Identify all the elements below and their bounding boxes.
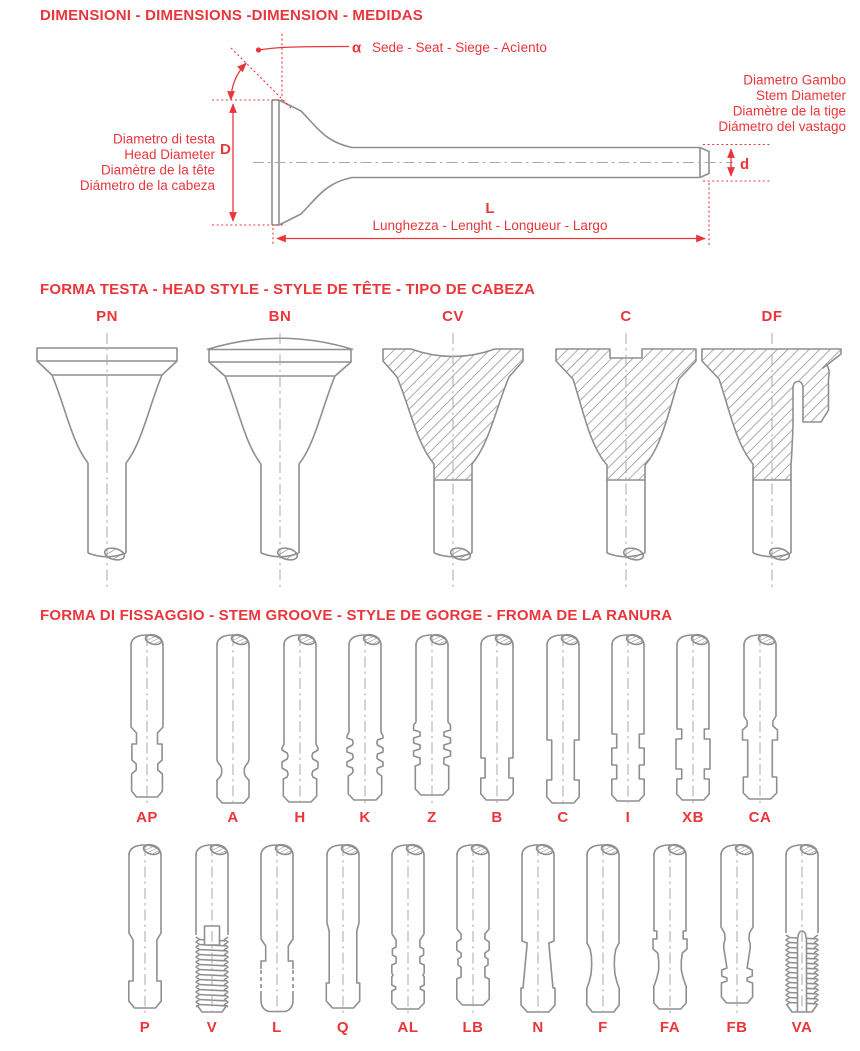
valve-stem-drawing	[774, 842, 830, 1018]
valve-stem-drawing	[117, 842, 173, 1018]
stem-groove-Q	[315, 842, 371, 1036]
stem-groove-label: FB	[726, 1019, 748, 1036]
stem-groove-VA	[774, 842, 830, 1036]
head-diameter-label-line: Diametro di testa	[112, 131, 215, 147]
stem-diameter-symbol: d	[740, 156, 750, 173]
stem-groove-label: N	[532, 1019, 544, 1036]
stem-groove-label: VA	[791, 1019, 813, 1036]
head-style-label: DF	[761, 308, 783, 325]
stem-groove-V	[184, 842, 240, 1036]
stem-groove-label: I	[625, 809, 631, 826]
stem-groove-LB	[445, 842, 501, 1036]
valve-stem-drawing	[575, 842, 631, 1018]
seat-label: Sede - Seat - Siege - Acìento	[372, 40, 547, 55]
stem-groove-F	[575, 842, 631, 1036]
stem-groove-label: AP	[136, 809, 158, 826]
stem-diameter-label-line: Stem Diameter	[755, 88, 846, 103]
dimensions-title: DIMENSIONI - DIMENSIONS -DIMENSION - MEDIDAS	[40, 7, 423, 24]
stem-groove-P	[117, 842, 173, 1036]
stem-groove-label: H	[294, 809, 306, 826]
stem-groove-label: L	[272, 1019, 282, 1036]
stem-diameter-label-line: Diametro Gambo	[743, 72, 846, 88]
valve-stem-drawing	[315, 842, 371, 1018]
stem-groove-label: CA	[748, 809, 772, 826]
stem-groove-label: A	[227, 809, 239, 826]
stem-groove-label: B	[491, 809, 503, 826]
valve-stem-drawing	[709, 842, 765, 1018]
stem-diameter-label-line: Diamètre de la tige	[732, 103, 846, 119]
stem-groove-label: XB	[682, 809, 704, 826]
head-style-label: CV	[442, 308, 464, 325]
stem-groove-FA	[642, 842, 698, 1036]
head-diameter-symbol: D	[220, 141, 231, 158]
stem-groove-N	[510, 842, 566, 1036]
stem-groove-label: C	[557, 809, 569, 826]
head-style-title: FORMA TESTA - HEAD STYLE - STYLE DE TÊTE - TIPO DE CABEZA	[40, 281, 536, 298]
stem-groove-AL	[380, 842, 436, 1036]
stem-groove-label: Z	[427, 809, 437, 826]
stem-groove-label: Q	[336, 1019, 350, 1036]
head-diameter-label-line: Diamètre de la tête	[100, 162, 215, 178]
valve-stem-drawing	[510, 842, 566, 1018]
valve-stem-drawing	[249, 842, 305, 1018]
head-style-label: BN	[268, 308, 292, 325]
head-diameter-label-line: Head Diameter	[124, 147, 215, 162]
head-style-label: C	[620, 308, 632, 325]
stem-groove-L	[249, 842, 305, 1036]
stem-diameter-label-line: Diámetro del vastago	[718, 119, 846, 134]
stem-groove-FB	[709, 842, 765, 1036]
stem-groove-label: AL	[397, 1019, 419, 1036]
stem-groove-label: K	[359, 809, 371, 826]
stem-groove-label: P	[139, 1019, 151, 1036]
valve-stem-drawing	[642, 842, 698, 1018]
length-label: Lunghezza - Lenght - Longueur - Largo	[372, 218, 608, 233]
stem-groove-label: V	[206, 1019, 218, 1036]
stem-groove-label: FA	[659, 1019, 681, 1036]
valve-stem-drawing	[184, 842, 240, 1018]
stem-groove-title: FORMA DI FISSAGGIO - STEM GROOVE - STYLE DE GORGE - FROMA DE LA RANURA	[40, 607, 673, 624]
stem-groove-label: LB	[462, 1019, 484, 1036]
head-diameter-label-line: Diámetro de la cabeza	[79, 178, 215, 193]
valve-stem-drawing	[380, 842, 436, 1018]
head-style-label: PN	[96, 308, 118, 325]
alpha-symbol: α	[352, 39, 362, 57]
length-symbol: L	[485, 200, 495, 217]
valve-stem-drawing	[445, 842, 501, 1018]
stem-groove-label: F	[598, 1019, 608, 1036]
